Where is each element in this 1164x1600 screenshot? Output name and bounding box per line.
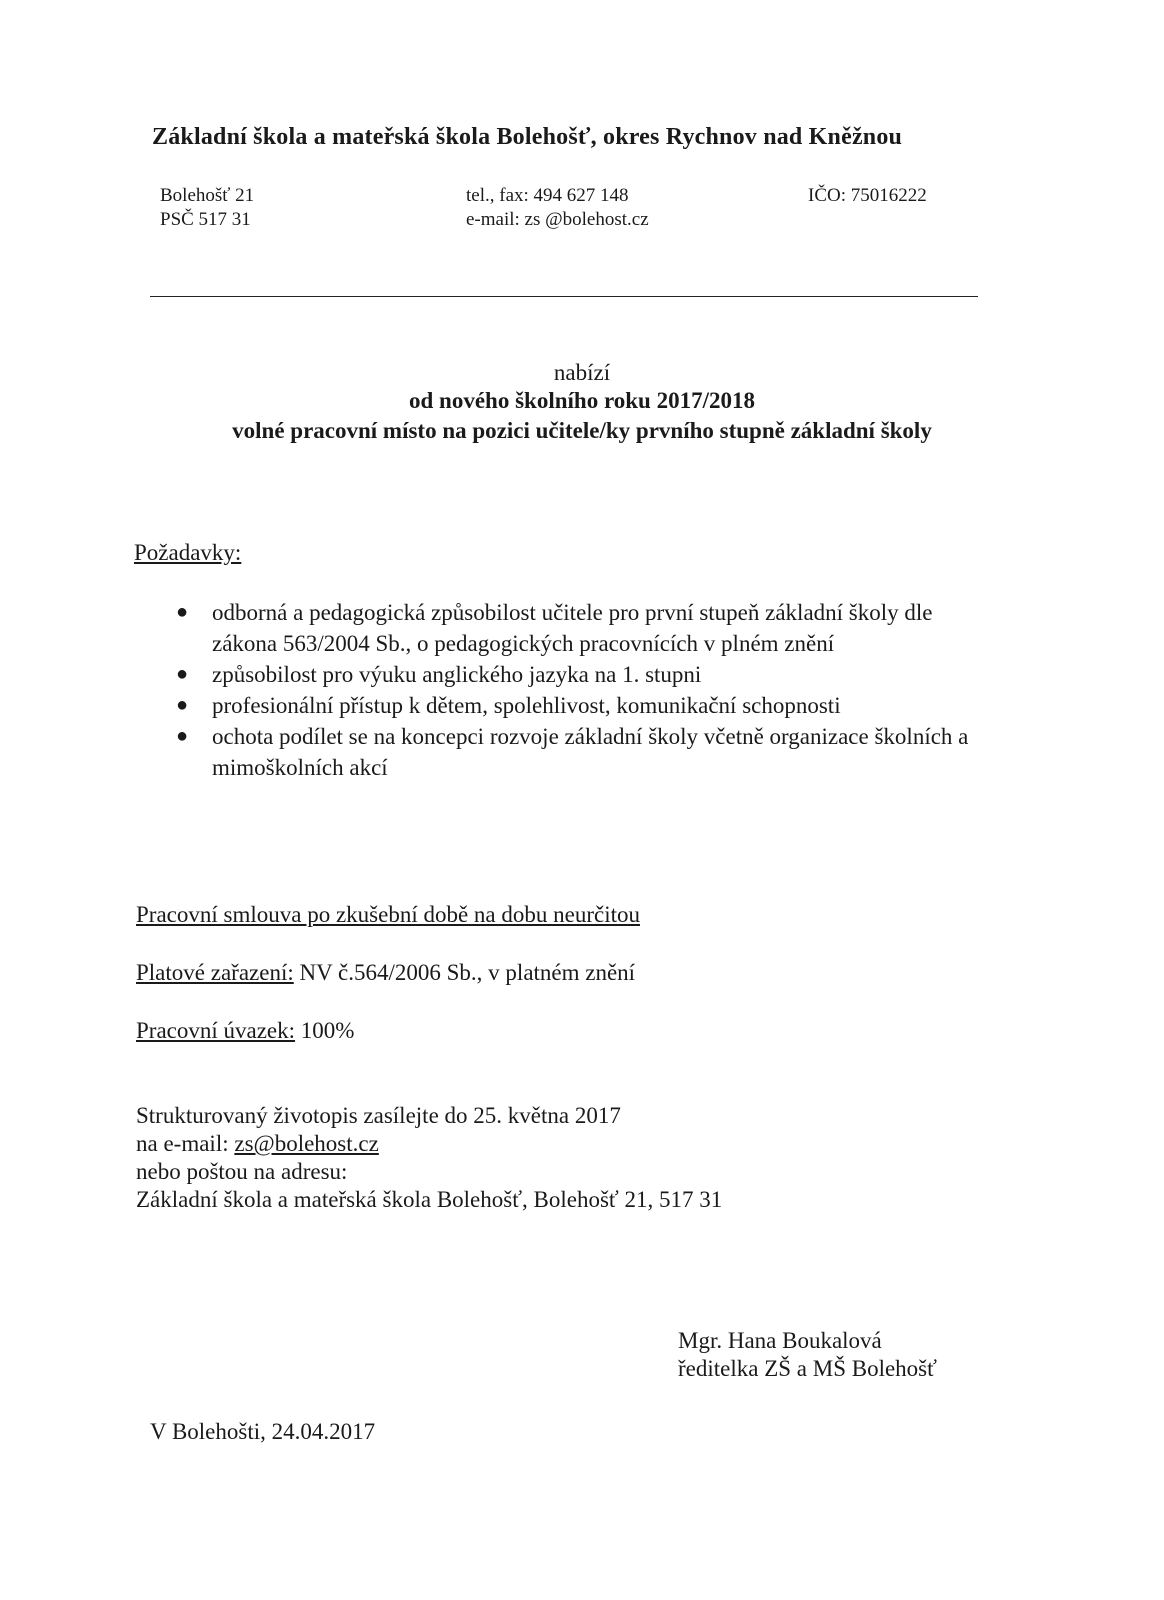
bullet-icon: ● [176,663,189,685]
workload-label: Pracovní úvazek: [136,1018,296,1043]
address-postcode: PSČ 517 31 [160,209,251,230]
signature-block [678,1327,937,1383]
workload-value: 100% [295,1018,355,1043]
requirement-text: odborná a pedagogická způsobilost učitele pro první stupeň základní školy dle zákona 563/2004 Sb., o pedagogických pracovnících v plném znění [212,600,933,656]
salary-label: Platové zařazení: [136,960,294,985]
salary-classification [136,960,635,986]
contract-type [136,902,640,928]
list-item [176,597,972,659]
offer-school-year: od nového školního roku 2017/2018 [409,388,755,413]
school-contacts [466,184,649,232]
phone-fax: tel., fax: 494 627 148 [466,185,629,206]
contact-email: e-mail: zs @bolehost.cz [466,209,649,230]
requirements-heading: Požadavky: [134,540,242,565]
offer-intro: nabízí [553,360,611,385]
school-ico: IČO: 75016222 [808,185,927,206]
signatory-role: ředitelka ZŠ a MŠ Bolehošť [678,1356,937,1381]
cv-post-line: nebo poštou na adresu: [136,1159,348,1184]
cv-email-link[interactable]: zs@bolehost.cz [234,1131,379,1156]
requirement-text: ochota podílet se na koncepci rozvoje základní školy včetně organizace školních a mimoškolních akcí [212,724,969,780]
cv-deadline: Strukturovaný životopis zasílejte do 25. května 2017 [136,1103,621,1128]
offer-position: volné pracovní místo na pozici učitele/ky prvního stupně základní školy [232,418,932,443]
signatory-name: Mgr. Hana Boukalová [678,1328,882,1353]
place-and-date: V Bolehošti, 24.04.2017 [150,1419,376,1444]
cv-postal-address: Základní škola a mateřská škola Bolehošť, Bolehošť 21, 517 31 [136,1187,723,1212]
bullet-icon: ● [176,601,189,623]
contract-text: Pracovní smlouva po zkušební době na dobu neurčitou [136,902,640,927]
requirement-text: profesionální přístup k dětem, spolehlivost, komunikační schopnosti [212,693,841,718]
cv-email-prefix: na e-mail: [136,1131,235,1156]
cv-email-line [136,1130,722,1158]
list-item [176,721,992,783]
list-item [176,690,1006,721]
requirement-text: způsobilost pro výuku anglického jazyka na 1. stupni [212,662,702,687]
requirements-list [176,597,1006,783]
application-instructions [136,1102,722,1214]
list-item [176,659,1006,690]
bullet-icon: ● [176,694,189,716]
workload [136,1018,354,1044]
school-name: Základní škola a mateřská škola Bolehošť, okres Rychnov nad Kněžnou [152,124,903,150]
school-address [160,184,254,232]
bullet-icon: ● [176,725,189,747]
address-street: Bolehošť 21 [160,185,255,206]
salary-value: NV č.564/2006 Sb., v platném znění [293,960,636,985]
header-divider [150,296,978,297]
